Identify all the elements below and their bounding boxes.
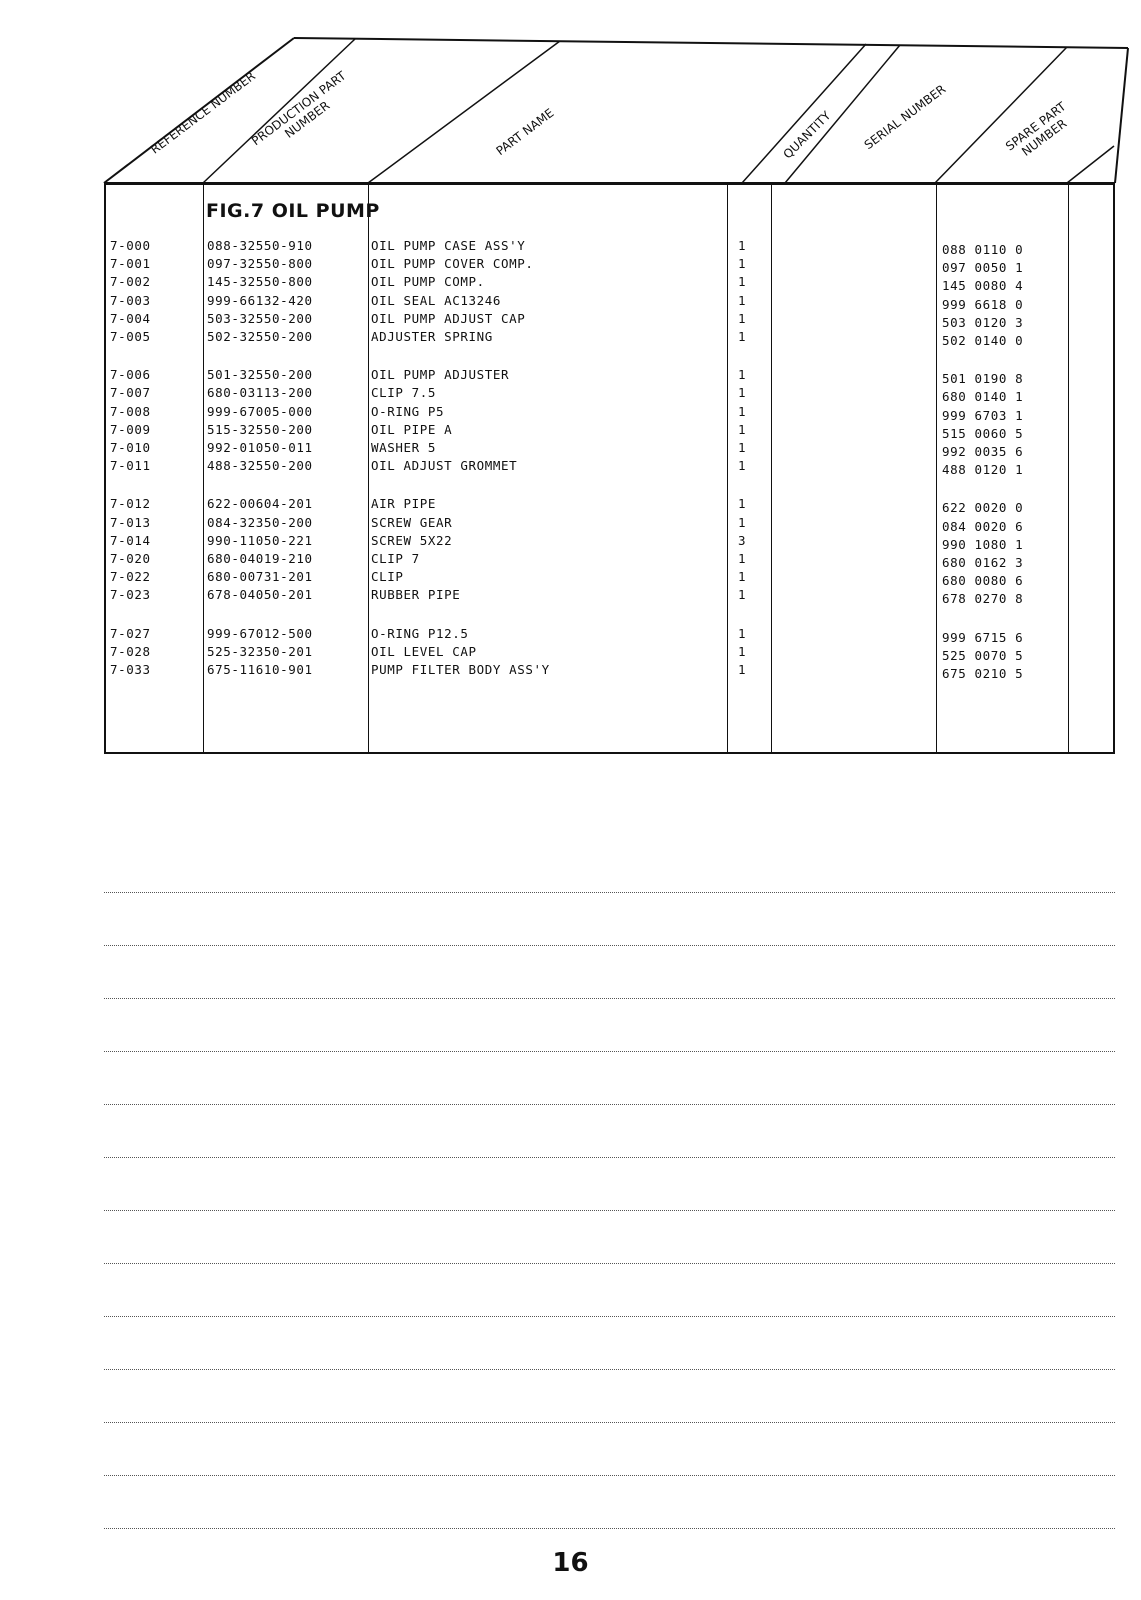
table-row [106, 514, 1113, 534]
spare-part-number-cell: 503 0120 3 [942, 314, 1024, 330]
quantity-cell: 1 [738, 385, 747, 401]
spare-part-number-cell: 502 0140 0 [942, 333, 1024, 348]
production-part-number-cell: 999-67012-500 [207, 625, 313, 641]
production-part-number-cell: 622-00604-201 [207, 496, 313, 512]
spare-part-number-cell: 097 0050 1 [942, 260, 1024, 276]
table-row [106, 403, 1113, 423]
production-part-number-cell: 488-32550-200 [207, 458, 313, 474]
quantity-cell: 1 [738, 514, 747, 530]
part-name-cell: OIL PUMP CASE ASS'Y [371, 238, 526, 253]
production-part-number-cell: 992-01050-011 [207, 440, 313, 455]
part-name-cell: CLIP 7 [371, 551, 420, 566]
reference-number-cell: 7-003 [110, 292, 151, 308]
note-line [104, 1475, 1115, 1476]
header-serial-number-text: SERIAL NUMBER [861, 81, 949, 153]
production-part-number-cell: 990-11050-221 [207, 532, 313, 548]
part-name-cell: WASHER 5 [371, 440, 437, 455]
part-name-cell: O-RING P5 [371, 403, 445, 419]
reference-number-cell: 7-020 [110, 551, 151, 566]
spare-part-number-cell: 515 0060 5 [942, 425, 1024, 441]
spare-part-number-cell: 680 0080 6 [942, 573, 1024, 589]
table-header-drawing [0, 0, 1141, 190]
reference-number-cell: 7-027 [110, 625, 151, 641]
quantity-cell: 1 [738, 403, 747, 419]
part-name-cell: CLIP [371, 569, 404, 585]
note-line [104, 1157, 1115, 1158]
quantity-cell: 3 [738, 532, 747, 548]
quantity-cell: 1 [738, 625, 747, 641]
spare-part-number-cell: 680 0140 1 [942, 389, 1024, 405]
part-name-cell: OIL SEAL AC13246 [371, 292, 502, 308]
quantity-cell: 1 [738, 292, 747, 308]
production-part-number-cell: 088-32550-910 [207, 238, 313, 253]
production-part-number-cell: 097-32550-800 [207, 256, 313, 272]
reference-number-cell: 7-000 [110, 238, 151, 253]
production-part-number-cell: 515-32550-200 [207, 421, 313, 437]
production-part-number-cell: 680-00731-201 [207, 569, 313, 585]
figure-title: FIG.7 OIL PUMP [206, 200, 380, 222]
quantity-cell: 1 [738, 238, 747, 253]
quantity-cell: 1 [738, 310, 747, 326]
table-row [106, 643, 1113, 663]
quantity-cell: 1 [738, 643, 747, 659]
reference-number-cell: 7-023 [110, 587, 151, 603]
part-name-cell: OIL PUMP ADJUSTER [371, 367, 510, 383]
reference-number-cell: 7-013 [110, 514, 151, 530]
header-reference-number-text: REFERENCE NUMBER [147, 68, 258, 157]
spare-part-number-cell: 622 0020 0 [942, 500, 1024, 516]
table-row [106, 310, 1113, 330]
quantity-cell: 1 [738, 569, 747, 585]
part-name-cell: OIL ADJUST GROMMET [371, 458, 518, 474]
production-part-number-cell: 678-04050-201 [207, 587, 313, 603]
note-line [104, 1528, 1115, 1529]
quantity-cell: 1 [738, 551, 747, 566]
production-part-number-cell: 503-32550-200 [207, 310, 313, 326]
table-row [106, 496, 1113, 516]
table-row [106, 551, 1113, 570]
part-name-cell: OIL PIPE A [371, 421, 453, 437]
table-row [106, 421, 1113, 441]
spare-part-number-cell: 999 6715 6 [942, 629, 1024, 645]
table-row [106, 569, 1113, 589]
quantity-cell: 1 [738, 329, 747, 344]
production-part-number-cell: 502-32550-200 [207, 329, 313, 344]
quantity-cell: 1 [738, 662, 747, 677]
table-row [106, 274, 1113, 294]
reference-number-cell: 7-033 [110, 662, 151, 677]
quantity-cell: 1 [738, 587, 747, 603]
header-part-name-text: PART NAME [493, 105, 557, 159]
production-part-number-cell: 084-32350-200 [207, 514, 313, 530]
spare-part-number-cell: 525 0070 5 [942, 647, 1024, 663]
reference-number-cell: 7-010 [110, 440, 151, 455]
header-spare-part-number-text: SPARE PART NUMBER [1003, 99, 1070, 159]
production-part-number-cell: 999-66132-420 [207, 292, 313, 308]
reference-number-cell: 7-028 [110, 643, 151, 659]
table-row [106, 587, 1113, 607]
table-row [106, 532, 1113, 552]
production-part-number-cell: 501-32550-200 [207, 367, 313, 383]
part-name-cell: RUBBER PIPE [371, 587, 461, 603]
note-line [104, 892, 1115, 893]
part-name-cell: AIR PIPE [371, 496, 437, 512]
part-name-cell: O-RING P12.5 [371, 625, 469, 641]
production-part-number-cell: 145-32550-800 [207, 274, 313, 290]
production-part-number-cell: 680-03113-200 [207, 385, 313, 401]
quantity-cell: 1 [738, 367, 747, 383]
note-line [104, 1422, 1115, 1423]
part-name-cell: ADJUSTER SPRING [371, 329, 493, 344]
reference-number-cell: 7-006 [110, 367, 151, 383]
spare-part-number-cell: 992 0035 6 [942, 444, 1024, 459]
note-line [104, 1369, 1115, 1370]
production-part-number-cell: 680-04019-210 [207, 551, 313, 566]
reference-number-cell: 7-022 [110, 569, 151, 585]
table-row [106, 329, 1113, 348]
quantity-cell: 1 [738, 274, 747, 290]
quantity-cell: 1 [738, 256, 747, 272]
part-name-cell: PUMP FILTER BODY ASS'Y [371, 662, 550, 677]
note-line [104, 1104, 1115, 1105]
quantity-cell: 1 [738, 440, 747, 455]
spare-part-number-cell: 488 0120 1 [942, 462, 1024, 478]
part-name-cell: OIL PUMP ADJUST CAP [371, 310, 526, 326]
table-row [106, 256, 1113, 276]
table-row [106, 440, 1113, 459]
page-number: 16 [552, 1548, 589, 1578]
reference-number-cell: 7-012 [110, 496, 151, 512]
table-row [106, 292, 1113, 312]
part-name-cell: SCREW GEAR [371, 514, 453, 530]
table-row [106, 385, 1113, 405]
part-name-cell: SCREW 5X22 [371, 532, 453, 548]
quantity-cell: 1 [738, 458, 747, 474]
header-quantity-text: QUANTITY [780, 108, 834, 162]
spare-part-number-cell: 678 0270 8 [942, 591, 1024, 607]
part-name-cell: OIL PUMP COMP. [371, 274, 485, 290]
quantity-cell: 1 [738, 421, 747, 437]
note-line [104, 945, 1115, 946]
reference-number-cell: 7-014 [110, 532, 151, 548]
note-line [104, 1263, 1115, 1264]
reference-number-cell: 7-004 [110, 310, 151, 326]
spare-part-number-cell: 501 0190 8 [942, 371, 1024, 387]
note-line [104, 1210, 1115, 1211]
reference-number-cell: 7-007 [110, 385, 151, 401]
header-production-part-number-text: PRODUCTION PART NUMBER [249, 68, 349, 149]
reference-number-cell: 7-005 [110, 329, 151, 344]
note-line [104, 998, 1115, 999]
part-name-cell: OIL PUMP COVER COMP. [371, 256, 534, 272]
quantity-cell: 1 [738, 496, 747, 512]
spare-part-number-cell: 990 1080 1 [942, 536, 1024, 552]
reference-number-cell: 7-002 [110, 274, 151, 290]
spare-part-number-cell: 999 6703 1 [942, 407, 1024, 423]
production-part-number-cell: 999-67005-000 [207, 403, 313, 419]
note-line [104, 1316, 1115, 1317]
parts-table [104, 183, 1115, 754]
spare-part-number-cell: 145 0080 4 [942, 278, 1024, 294]
table-row [106, 238, 1113, 257]
table-row [106, 625, 1113, 645]
spare-part-number-cell: 680 0162 3 [942, 555, 1024, 570]
spare-part-number-cell: 999 6618 0 [942, 296, 1024, 312]
spare-part-number-cell: 088 0110 0 [942, 242, 1024, 257]
table-row [106, 458, 1113, 478]
spare-part-number-cell: 084 0020 6 [942, 518, 1024, 534]
reference-number-cell: 7-001 [110, 256, 151, 272]
part-name-cell: OIL LEVEL CAP [371, 643, 477, 659]
note-line [104, 1051, 1115, 1052]
production-part-number-cell: 525-32350-201 [207, 643, 313, 659]
table-row [106, 367, 1113, 387]
reference-number-cell: 7-011 [110, 458, 151, 474]
reference-number-cell: 7-008 [110, 403, 151, 419]
table-row [106, 662, 1113, 681]
spare-part-number-cell: 675 0210 5 [942, 666, 1024, 681]
reference-number-cell: 7-009 [110, 421, 151, 437]
production-part-number-cell: 675-11610-901 [207, 662, 313, 677]
part-name-cell: CLIP 7.5 [371, 385, 437, 401]
